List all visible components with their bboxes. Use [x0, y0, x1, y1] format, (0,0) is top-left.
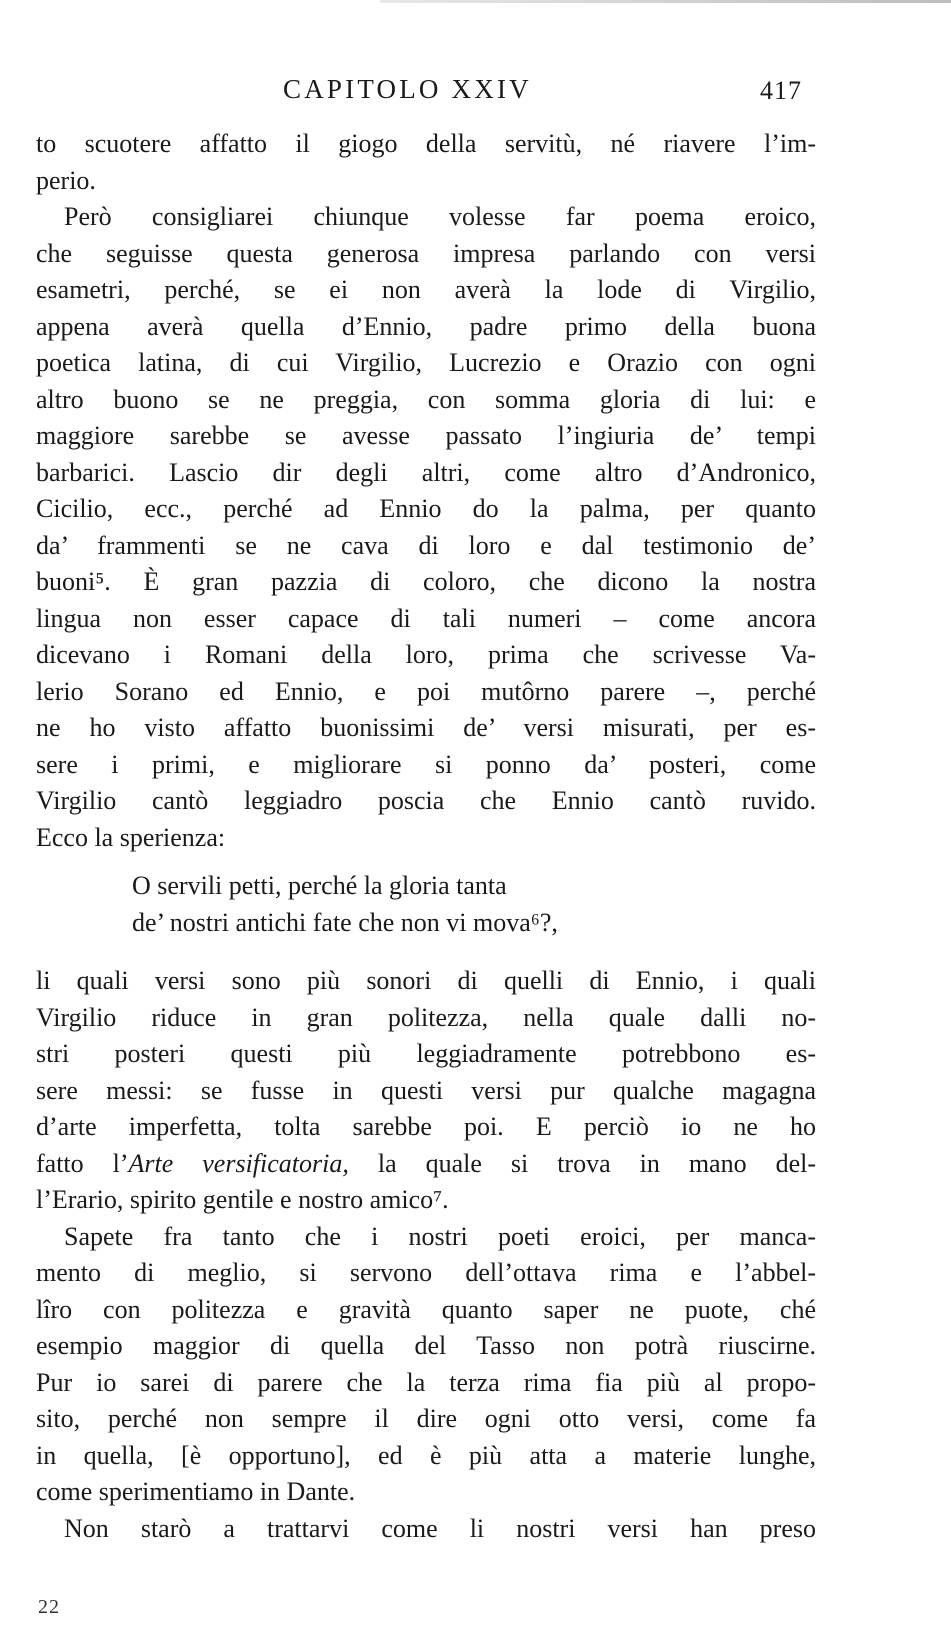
text-line: in quella, [è opportuno], ed è più atta a materie lunghe,: [36, 1440, 816, 1470]
text-line: che seguisse questa generosa impresa parlando con versi: [36, 238, 816, 268]
work-title-italic: Arte versificatoria,: [128, 1148, 349, 1178]
text-line: sere i primi, e migliorare si ponno da’ posteri, come: [36, 749, 816, 779]
text-line: Pur io sarei di parere che la terza rima fia più al propo-: [36, 1367, 816, 1397]
text-line: li quali versi sono più sonori di quelli di Ennio, i quali: [36, 966, 816, 995]
signature-mark: 22: [38, 1596, 60, 1618]
text-line: Virgilio riduce in gran politezza, nella quale dalli no-: [36, 1002, 816, 1032]
text-line: come sperimentiamo in Dante.: [36, 1477, 356, 1506]
text-line: da’ frammenti se ne cava di loro e dal testimonio de’: [36, 530, 816, 560]
text-line-with-title: [36, 1146, 816, 1183]
text-line: altro buono se ne preggia, con somma gloria di lui: e: [36, 384, 816, 414]
page-number: 417: [760, 76, 802, 105]
text-line: Cicilio, ecc., perché ad Ennio do la palma, per quanto: [36, 494, 816, 523]
verse-quotation: [36, 856, 816, 963]
text-line: lîro con politezza e gravità quanto saper ne puote, ché: [36, 1294, 816, 1324]
text-line: maggiore sarebbe se avesse passato l’ingiuria de’ tempi: [36, 421, 816, 450]
text-line: lerio Sorano ed Ennio, e poi mutôrno parere –, perché: [36, 676, 816, 706]
text-line: Ecco la sperienza:: [36, 822, 226, 852]
page-edge-shadow: [380, 0, 951, 3]
page-body: [36, 126, 816, 1547]
verse-line: de’ nostri antichi fate che non vi mova⁶?,: [132, 907, 558, 937]
text-line: buoni⁵. È gran pazzia di coloro, che dicono la nostra: [36, 567, 816, 596]
text-line: sito, perché non sempre il dire ogni otto versi, come fa: [36, 1404, 816, 1433]
text-line: l’Erario, spirito gentile e nostro amico⁷.: [36, 1185, 449, 1214]
paragraph-start-line: Sapete fra tanto che i nostri poeti eroici, per manca-: [64, 1221, 816, 1251]
text-line: esametri, perché, se ei non averà la lode di Virgilio,: [36, 275, 816, 304]
text-segment: la quale si trova in mano del-: [348, 1148, 816, 1178]
paragraph-start-line: Non starò a trattarvi come li nostri versi han preso: [64, 1513, 816, 1543]
text-line: sere messi: se fusse in questi versi pur qualche magagna: [36, 1075, 816, 1105]
text-line: to scuotere affatto il giogo della servitù, né riavere l’im-: [36, 129, 816, 158]
running-head: CAPITOLO XXIV: [283, 74, 532, 104]
page-header: [0, 74, 951, 114]
paragraph-start-line: Però consigliarei chiunque volesse far poema eroico,: [64, 202, 816, 231]
text-line: lingua non esser capace di tali numeri – come ancora: [36, 603, 816, 633]
text-segment: fatto l’: [36, 1148, 129, 1178]
text-line: ne ho visto affatto buonissimi de’ versi misurati, per es-: [36, 713, 816, 742]
text-line: dicevano i Romani della loro, prima che scrivesse Va-: [36, 640, 816, 669]
text-line: esempio maggior di quella del Tasso non potrà riuscirne.: [36, 1331, 816, 1360]
text-line: barbarici. Lascio dir degli altri, come altro d’Andronico,: [36, 457, 816, 487]
text-line: Virgilio cantò leggiadro poscia che Ennio cantò ruvido.: [36, 786, 816, 815]
text-line: poetica latina, di cui Virgilio, Lucrezio e Orazio con ogni: [36, 348, 816, 377]
text-line: d’arte imperfetta, tolta sarebbe poi. E perciò io ne ho: [36, 1112, 816, 1141]
text-line: appena averà quella d’Ennio, padre primo della buona: [36, 311, 816, 341]
text-line: perio.: [36, 165, 96, 195]
verse-line: O servili petti, perché la gloria tanta: [132, 871, 507, 900]
text-line: stri posteri questi più leggiadramente potrebbono es-: [36, 1039, 816, 1068]
text-line: mento di meglio, si servono dell’ottava rima e l’abbel-: [36, 1258, 816, 1287]
